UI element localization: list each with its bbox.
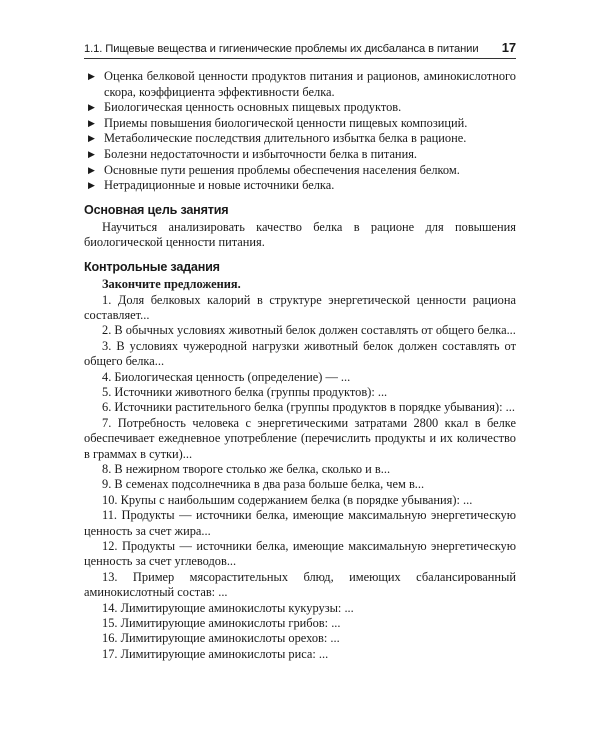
task-item: 11. Продукты — источники белка, имеющие максимальную энергетическую ценность за счет жира... xyxy=(84,508,516,538)
bullet-arrow-icon: ▶ xyxy=(88,164,95,175)
task-item: 13. Пример мясорастительных блюд, имеющих сбалансированный аминокислотный состав: ... xyxy=(84,569,516,600)
task-item: 9. В семенах подсолнечника в два раза больше белка, чем в... xyxy=(102,477,425,492)
control-instruction: Закончите предложения. xyxy=(102,276,241,291)
running-header xyxy=(84,40,516,59)
task-item: 4. Биологическая ценность (определение) — ... xyxy=(102,369,351,384)
task-item: 6. Источники растительного белка (группы продуктов в порядке убывания): ... xyxy=(102,400,515,415)
bullet-arrow-icon: ▶ xyxy=(88,117,95,128)
goal-text: Научиться анализировать качество белка в рационе для повышения биологической ценности питания. xyxy=(84,219,516,250)
task-item: 15. Лимитирующие аминокислоты грибов: ... xyxy=(102,616,341,631)
bullet-item: ▶ Метаболические последствия длительного избытка белка в рационе. xyxy=(88,131,467,146)
topic-bullet-list xyxy=(84,69,516,194)
bullet-item: ▶ Приемы повышения биологической ценности пищевых композиций. xyxy=(88,115,468,130)
bullet-item: ▶ Биологическая ценность основных пищевых продуктов. xyxy=(88,100,402,115)
task-item: 10. Крупы с наибольшим содержанием белка (в порядке убывания): ... xyxy=(102,492,473,507)
bullet-arrow-icon: ▶ xyxy=(88,71,95,81)
goal-heading: Основная цель занятия xyxy=(84,202,229,217)
task-item: 3. В условиях чужеродной нагрузки животный белок должен составлять от общего белка... xyxy=(84,338,516,369)
task-item: 14. Лимитирующие аминокислоты кукурузы: ... xyxy=(102,600,354,615)
bullet-arrow-icon: ▶ xyxy=(88,148,95,159)
task-item: 16. Лимитирующие аминокислоты орехов: ... xyxy=(102,631,340,646)
running-title: 1.1. Пищевые вещества и гигиенические проблемы их дисбаланса в питании xyxy=(84,43,479,55)
page-number: 17 xyxy=(501,40,516,55)
bullet-arrow-icon: ▶ xyxy=(88,180,95,191)
task-item: 12. Продукты — источники белка, имеющие максимальную энергетическую ценность за счет углеводов... xyxy=(84,539,516,569)
task-item: 7. Потребность человека с энергетическими затратами 2800 ккал в белке обеспечивает ежедневное употребление (перечислить продукты и их количество в граммах в сутки)... xyxy=(84,415,516,461)
task-item: 17. Лимитирующие аминокислоты риса: ... xyxy=(102,646,329,661)
task-item: 2. В обычных условиях животный белок должен составлять от общего белка... xyxy=(102,323,516,338)
bullet-item: ▶ Оценка белковой ценности продуктов питания и рационов, аминокислотного скора, коэффициента эффективности белка. xyxy=(88,69,516,99)
bullet-arrow-icon: ▶ xyxy=(88,102,95,113)
bullet-item: ▶ Основные пути решения проблемы обеспечения населения белком. xyxy=(88,162,460,177)
bullet-arrow-icon: ▶ xyxy=(88,133,95,144)
control-task-list xyxy=(84,293,516,663)
task-item: 1. Доля белковых калорий в структуре энергетической ценности рациона составляет... xyxy=(84,292,516,322)
task-item: 5. Источники животного белка (группы продуктов): ... xyxy=(102,384,388,399)
bullet-item: ▶ Нетрадиционные и новые источники белка. xyxy=(88,178,335,193)
book-page xyxy=(84,40,516,662)
bullet-item: ▶ Болезни недостаточности и избыточности белка в питания. xyxy=(88,146,417,161)
task-item: 8. В нежирном твороге столько же белка, сколько и в... xyxy=(102,462,391,476)
control-heading: Контрольные задания xyxy=(84,259,220,274)
